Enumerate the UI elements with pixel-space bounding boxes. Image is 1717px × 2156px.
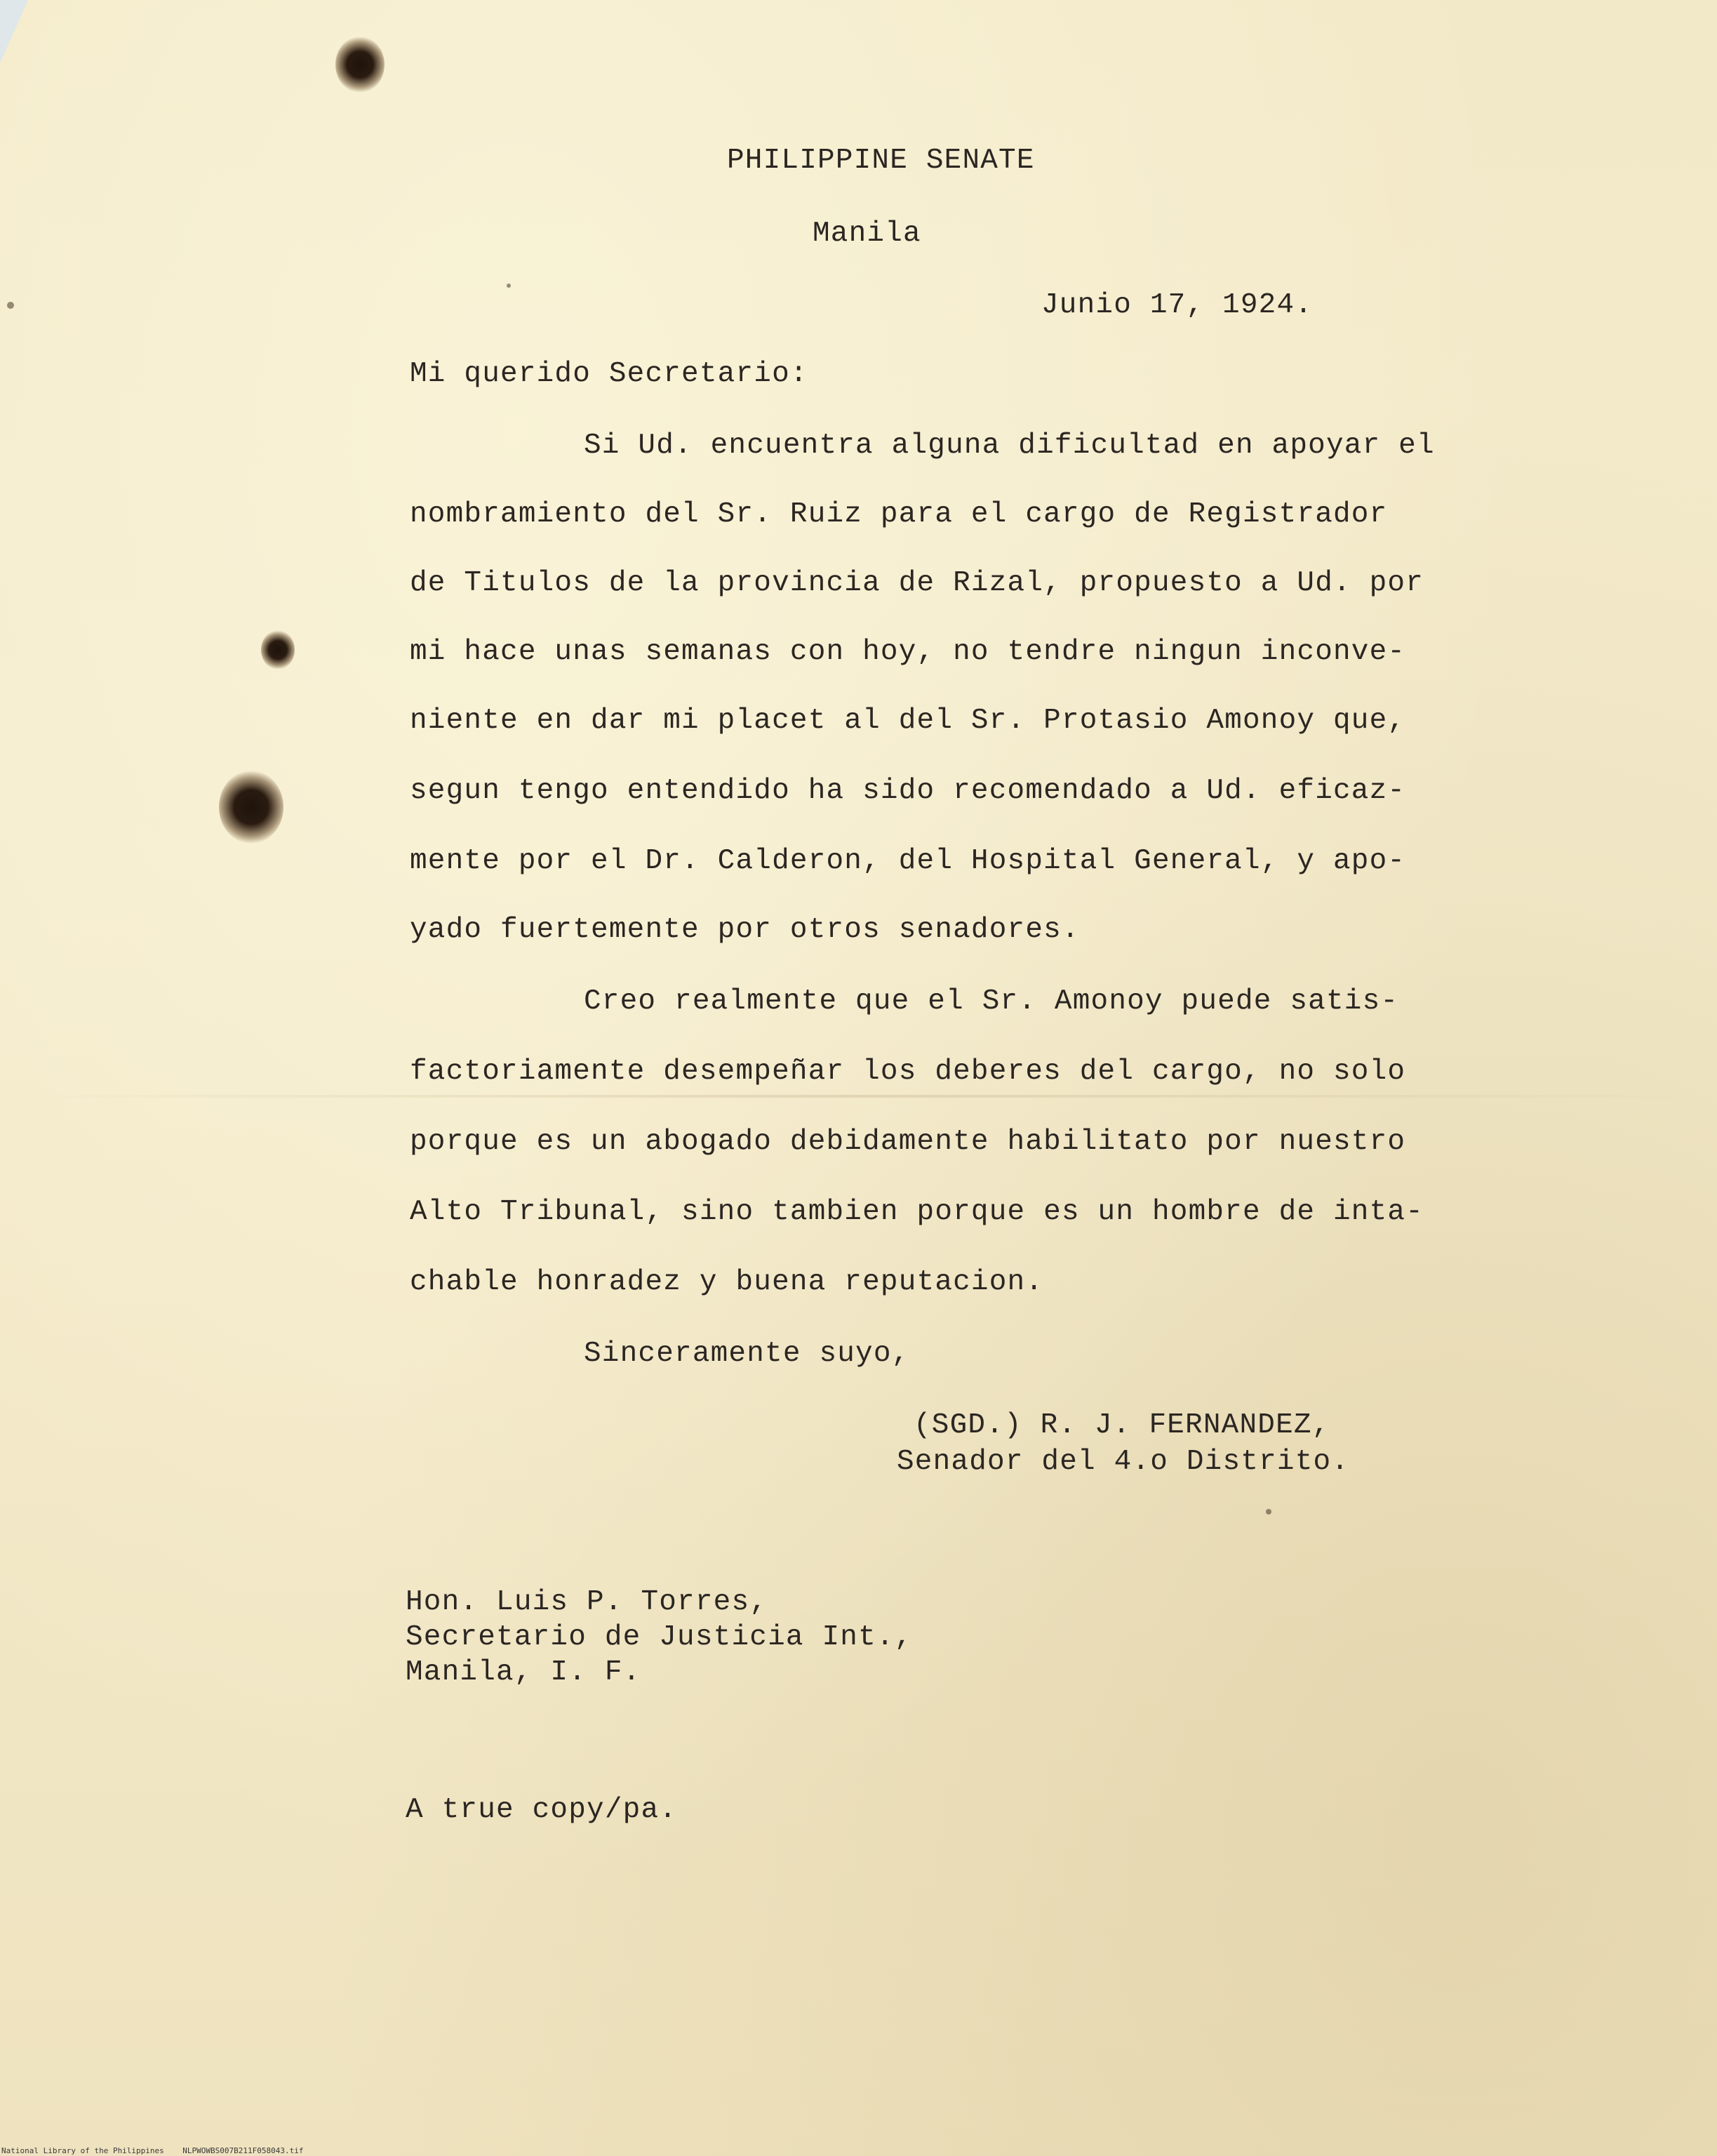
body-line: Alto Tribunal, sino tambien porque es un hombre de inta- <box>410 1196 1424 1228</box>
signature-title: Senador del 4.o Distrito. <box>897 1446 1350 1478</box>
letterhead-organization: PHILIPPINE SENATE <box>727 145 1035 177</box>
ink-speck <box>507 284 511 288</box>
letter-date: Junio 17, 1924. <box>1041 289 1314 321</box>
body-line: yado fuertemente por otros senadores. <box>410 914 1080 946</box>
body-line: Creo realmente que el Sr. Amonoy puede satis- <box>584 985 1399 1018</box>
scan-edge <box>0 0 28 63</box>
ink-speck <box>7 302 14 309</box>
scan-footer <box>1 2146 303 2155</box>
body-line: chable honradez y buena reputacion. <box>410 1266 1044 1298</box>
body-line: nombramiento del Sr. Ruiz para el cargo de Registrador <box>410 498 1388 531</box>
recipient-location: Manila, I. F. <box>406 1656 641 1689</box>
signature-name: (SGD.) R. J. FERNANDEZ, <box>914 1409 1330 1442</box>
footer-archive: National Library of the Philippines <box>1 2146 164 2155</box>
body-line: niente en dar mi placet al del Sr. Protasio Amonoy que, <box>410 705 1406 737</box>
footer-filename: NLPWOWBS007B211F058043.tif <box>182 2146 304 2155</box>
recipient-position: Secretario de Justicia Int., <box>406 1621 913 1653</box>
body-line: segun tengo entendido ha sido recomendado a Ud. eficaz- <box>410 775 1406 807</box>
burn-mark <box>219 771 283 844</box>
copy-note: A true copy/pa. <box>406 1794 678 1826</box>
ink-speck <box>1266 1509 1271 1515</box>
body-line: mi hace unas semanas con hoy, no tendre ningun inconve- <box>410 636 1406 668</box>
body-line: de Titulos de la provincia de Rizal, propuesto a Ud. por <box>410 567 1424 599</box>
body-line: porque es un abogado debidamente habilitato por nuestro <box>410 1126 1406 1158</box>
burn-mark <box>335 36 385 93</box>
burn-mark <box>261 630 295 670</box>
body-line: mente por el Dr. Calderon, del Hospital General, y apo- <box>410 845 1406 877</box>
letterhead-city: Manila <box>813 218 921 250</box>
paper-fold <box>0 1095 1717 1098</box>
recipient-name: Hon. Luis P. Torres, <box>406 1586 768 1618</box>
salutation: Mi querido Secretario: <box>410 358 808 390</box>
body-line: factoriamente desempeñar los deberes del cargo, no solo <box>410 1056 1406 1088</box>
body-line: Si Ud. encuentra alguna dificultad en apoyar el <box>584 430 1435 462</box>
closing: Sinceramente suyo, <box>584 1338 910 1370</box>
